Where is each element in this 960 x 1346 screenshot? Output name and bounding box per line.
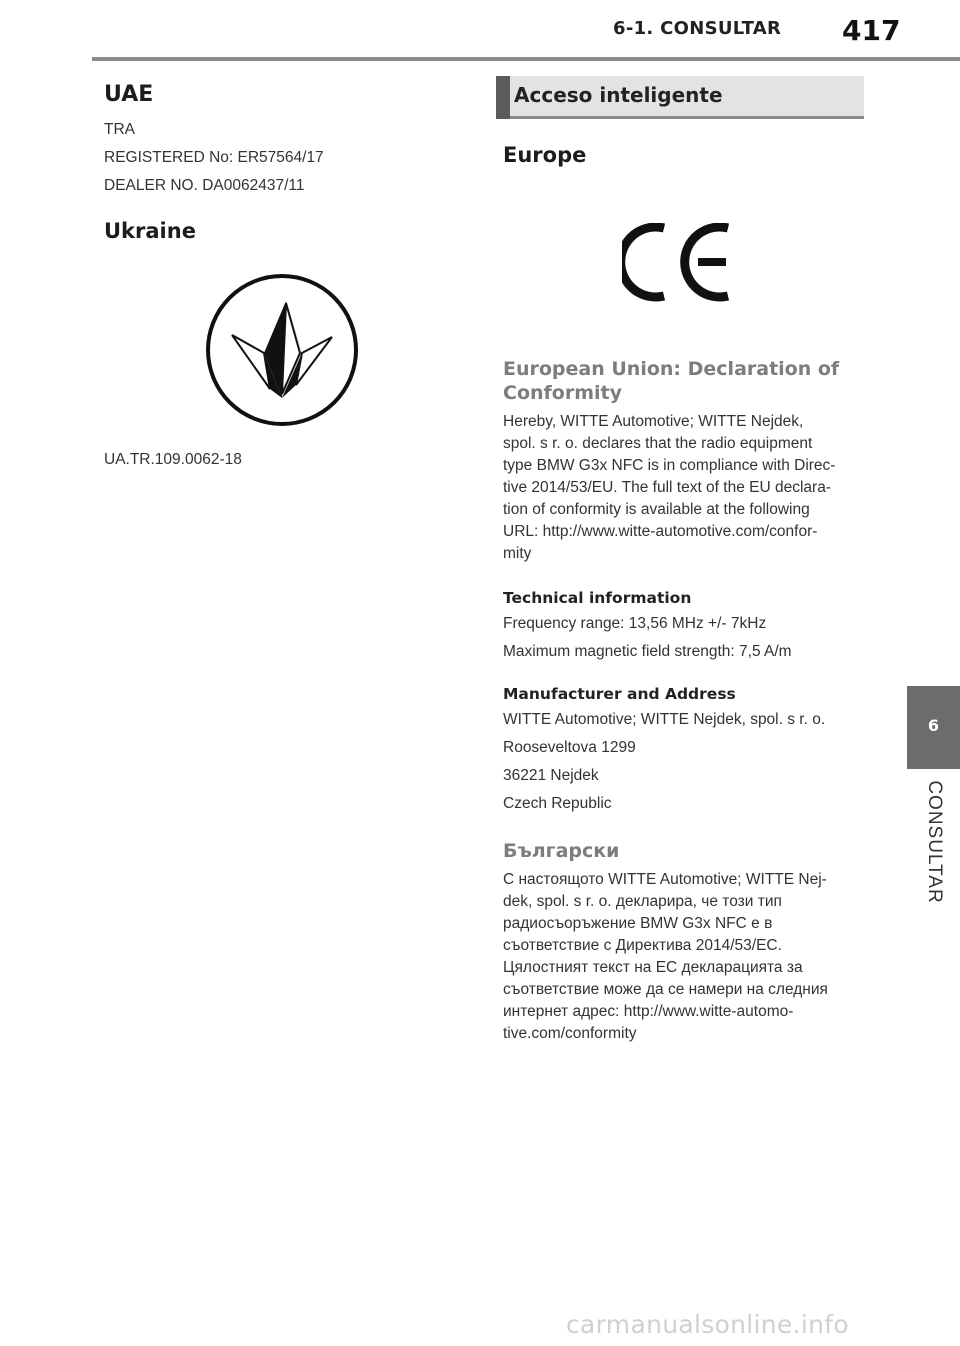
technical-line: Frequency range: 13,56 MHz +/- 7kHz — [503, 615, 767, 632]
bulgarian-body-line: интернет адрес: http://www.witte-automo- — [503, 1003, 794, 1020]
eu-body-line: tion of conformity is available at the following — [503, 501, 810, 518]
ce-mark-icon — [622, 223, 732, 303]
uae-lines — [104, 119, 444, 197]
banner-title: Acceso inteligente — [514, 83, 723, 107]
bulgarian-body-line: dek, spol. s r. o. декларира, че този тип — [503, 893, 782, 910]
bulgarian-body-line: Цялостният текст на ЕС декларацията за — [503, 959, 803, 976]
eu-body-line: spol. s r. o. declares that the radio equipment — [503, 435, 813, 452]
eu-body-line: tive 2014/53/EU. The full text of the EU declara- — [503, 479, 831, 496]
eu-body-line: URL: http://www.witte-automotive.com/confor- — [503, 523, 818, 540]
ukraine-code: UA.TR.109.0062-18 — [104, 451, 242, 468]
header-section-title: 6-1. CONSULTAR — [613, 18, 782, 39]
eu-body-line: type BMW G3x NFC is in compliance with Direc- — [503, 457, 836, 474]
bulgarian-body-line: С настоящото WITTE Automotive; WITTE Nej- — [503, 871, 827, 888]
uae-line: TRA — [104, 121, 135, 138]
ukraine-conformity-icon — [204, 273, 360, 429]
ukraine-mark-logo — [204, 273, 360, 429]
chapter-side-label: CONSULTAR — [924, 780, 945, 904]
left-column — [104, 82, 444, 471]
bulgarian-body-line: tive.com/conformity — [503, 1025, 637, 1042]
bulgarian-heading: Български — [503, 840, 620, 862]
bulgarian-body-line: съответствие може да се намери на следния — [503, 981, 828, 998]
eu-declaration-heading-line: Conformity — [503, 382, 622, 404]
ce-mark-logo — [622, 223, 732, 303]
europe-heading: Europe — [503, 143, 587, 167]
manufacturer-line: 36221 Nejdek — [503, 767, 599, 784]
bulgarian-body-line: съответствие с Директива 2014/53/ЕС. — [503, 937, 782, 954]
uae-heading: UAE — [104, 82, 154, 107]
eu-declaration-block — [503, 357, 864, 1045]
eu-declaration-heading-line: European Union: Declaration of — [503, 358, 840, 380]
section-banner — [496, 76, 864, 119]
right-column — [496, 76, 864, 1045]
manufacturer-line: Czech Republic — [503, 795, 612, 812]
eu-body-line: Hereby, WITTE Automotive; WITTE Nejdek, — [503, 413, 804, 430]
manufacturer-heading: Manufacturer and Address — [503, 685, 736, 703]
ukraine-heading: Ukraine — [104, 219, 196, 243]
eu-body-line: mity — [503, 545, 532, 562]
chapter-tab[interactable] — [907, 686, 960, 769]
uae-line: REGISTERED No: ER57564/17 — [104, 149, 324, 166]
watermark: carmanualsonline.info — [566, 1310, 849, 1339]
manufacturer-line: Rooseveltova 1299 — [503, 739, 636, 756]
header-rule — [92, 57, 960, 61]
technical-line: Maximum magnetic field strength: 7,5 A/m — [503, 643, 792, 660]
eu-declaration-body — [503, 411, 864, 565]
uae-line: DEALER NO. DA0062437/11 — [104, 177, 305, 194]
page-number: 417 — [842, 14, 901, 47]
chapter-tab-number: 6 — [927, 716, 940, 735]
banner-accent-bar — [496, 76, 510, 119]
eu-declaration-heading — [503, 357, 864, 405]
bulgarian-body-line: радиосъоръжение BMW G3x NFC е в — [503, 915, 773, 932]
manufacturer-line: WITTE Automotive; WITTE Nejdek, spol. s r. o. — [503, 711, 826, 728]
technical-heading: Technical information — [503, 589, 692, 607]
bulgarian-body — [503, 869, 864, 1045]
